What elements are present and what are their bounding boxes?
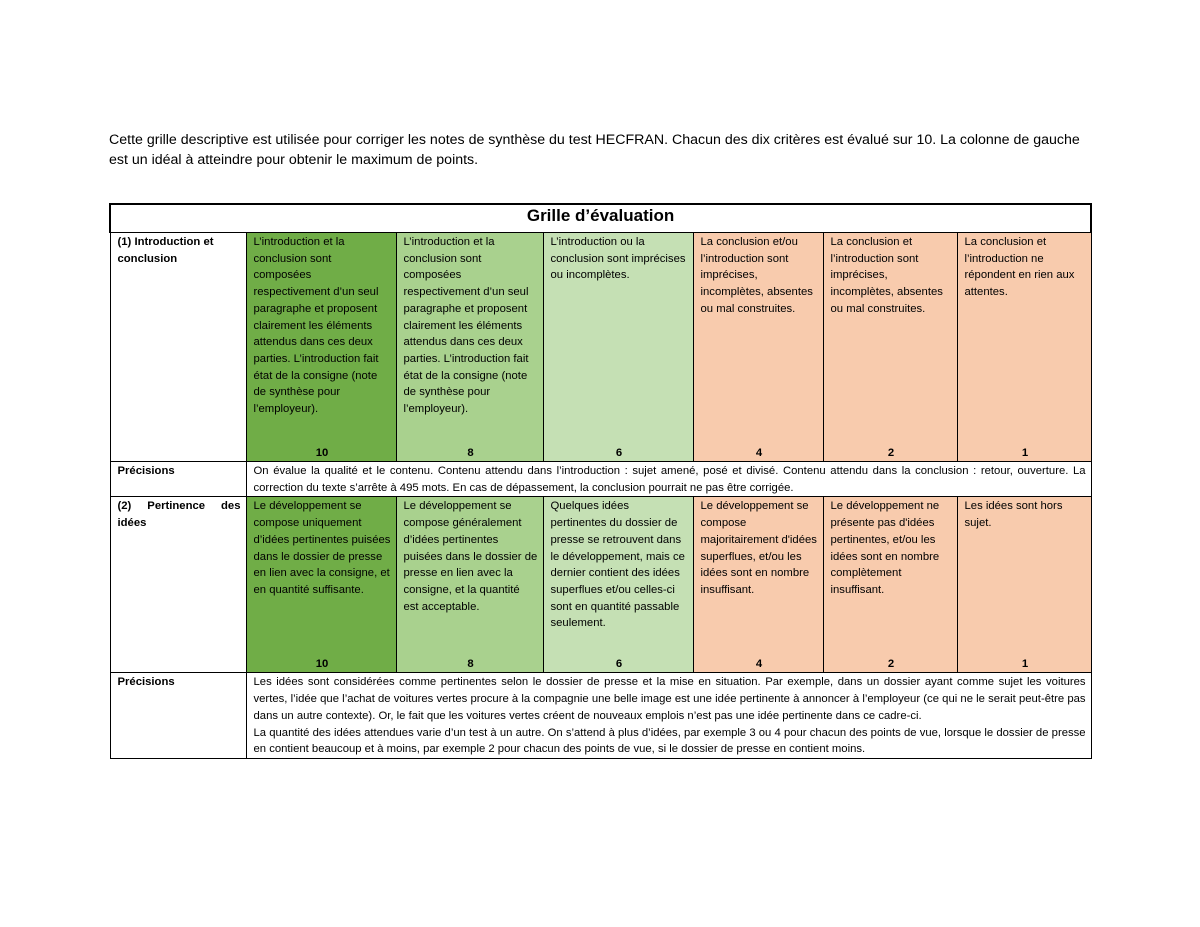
level-text: Le développement se compose majoritairement d'idées superflues, et/ou les idées sont en nombre insuffisant.: [700, 500, 817, 596]
level-points: 6: [615, 658, 623, 671]
precisions-row-1: [110, 462, 1091, 497]
precisions-row-2: [110, 673, 1091, 759]
level-cell: [246, 233, 396, 462]
level-text: Quelques idées pertinentes du dossier de presse se retrouvent dans le développement, mais ce dernier contient des idées superflues et/ou celles-ci sont en quantité passable seulement.: [550, 500, 685, 630]
precisions-paragraph: Les idées sont considérées comme pertinentes selon le dossier de presse et la mise en situation. Par exemple, dans un dossier ayant comme sujet les voitures vertes, l’idée que l’achat de voitures vertes procure à la compagnie une belle image est une idée pertinente à annoncer à l’employeur (ce qui ne le serait peut-être pas dans un autre contexte). Or, le fait que les voitures vertes créent de nouveaux emplois n’est pas une idée pertinente dans ce cadre-ci.: [253, 676, 1086, 722]
level-points: 2: [887, 658, 895, 671]
level-points: 2: [887, 447, 895, 459]
level-text: L’introduction ou la conclusion sont imprécises ou incomplètes.: [550, 236, 686, 282]
level-cell: [543, 497, 693, 673]
intro-paragraph: Cette grille descriptive est utilisée pour corriger les notes de synthèse du test HECFRAN. Chacun des dix critères est évalué sur 10. La colonne de gauche est un idéal à atteindre pour obtenir le maximum de points.: [109, 132, 1080, 168]
level-cell: [693, 233, 823, 462]
level-cell: [396, 233, 543, 462]
level-cell: [693, 497, 823, 673]
level-points: 4: [755, 658, 763, 671]
level-points: 8: [467, 658, 474, 671]
level-points: 1: [1021, 658, 1029, 671]
precisions-label: Précisions: [110, 462, 246, 497]
level-cell: [246, 497, 396, 673]
precisions-paragraph: La quantité des idées attendues varie d’un test à un autre. On s’attend à plus d’idées, par exemple 3 ou 4 pour chacun des points de vue, lorsque le dossier de presse en contient beaucoup et à moins, par exemple 2 pour chacun des points de vue, si le dossier de presse en contient moins.: [253, 726, 1086, 756]
level-cell: [957, 497, 1091, 673]
level-cell: [823, 497, 957, 673]
precisions-label: Précisions: [110, 673, 246, 759]
level-points: 8: [467, 447, 474, 459]
criterion-row-pertinence: [110, 497, 1091, 673]
level-cell: [396, 497, 543, 673]
level-cell: [823, 233, 957, 462]
level-text: Le développement se compose uniquement d’idées pertinentes puisées dans le dossier de presse en lien avec la consigne, et en quantité suffisante.: [253, 500, 391, 596]
level-text: La conclusion et l’introduction ne répondent en rien aux attentes.: [964, 236, 1075, 299]
level-cell: [543, 233, 693, 462]
criterion-label: (1) Introduction et conclusion: [110, 233, 246, 462]
precisions-text: [246, 673, 1091, 759]
level-points: 1: [1021, 447, 1029, 459]
level-text: Le développement se compose généralement d’idées pertinentes puisées dans le dossier de presse en lien avec la consigne, et la quantité est acceptable.: [403, 500, 538, 613]
criterion-row-introduction: [110, 233, 1091, 462]
level-text: La conclusion et l’introduction sont imprécises, incomplètes, absentes ou mal construites.: [830, 236, 943, 315]
level-points: 10: [315, 658, 329, 671]
precisions-text: On évalue la qualité et le contenu. Contenu attendu dans l’introduction : sujet amené, posé et divisé. Contenu attendu dans la conclusion : retour, ouverture. La correction du texte s’arrête à 495 mots. En cas de dépassement, la conclusion pourrait ne pas être corrigée.: [246, 462, 1091, 497]
criterion-label: (2) Pertinence des idées: [110, 497, 246, 673]
level-text: La conclusion et/ou l’introduction sont imprécises, incomplètes, absentes ou mal construites.: [700, 236, 813, 315]
level-cell: [957, 233, 1091, 462]
grid-title: Grille d’évaluation: [110, 204, 1091, 233]
level-text: L’introduction et la conclusion sont composées respectivement d’un seul paragraphe et proposent clairement les éléments attendus dans ces deux parties. L’introduction fait état de la consigne (note de synthèse pour l’employeur).: [403, 236, 529, 416]
level-text: Le développement ne présente pas d'idées pertinentes, et/ou les idées sont en nombre complètement insuffisant.: [830, 500, 940, 596]
evaluation-grid: [109, 203, 1092, 759]
grid-title-row: [110, 204, 1091, 233]
level-points: 6: [615, 447, 623, 459]
level-points: 10: [315, 447, 329, 459]
level-text: L’introduction et la conclusion sont composées respectivement d’un seul paragraphe et proposent clairement les éléments attendus dans ces deux parties. L’introduction fait état de la consigne (note de synthèse pour l’employeur).: [253, 236, 379, 416]
level-text: Les idées sont hors sujet.: [964, 500, 1063, 530]
level-points: 4: [755, 447, 763, 459]
